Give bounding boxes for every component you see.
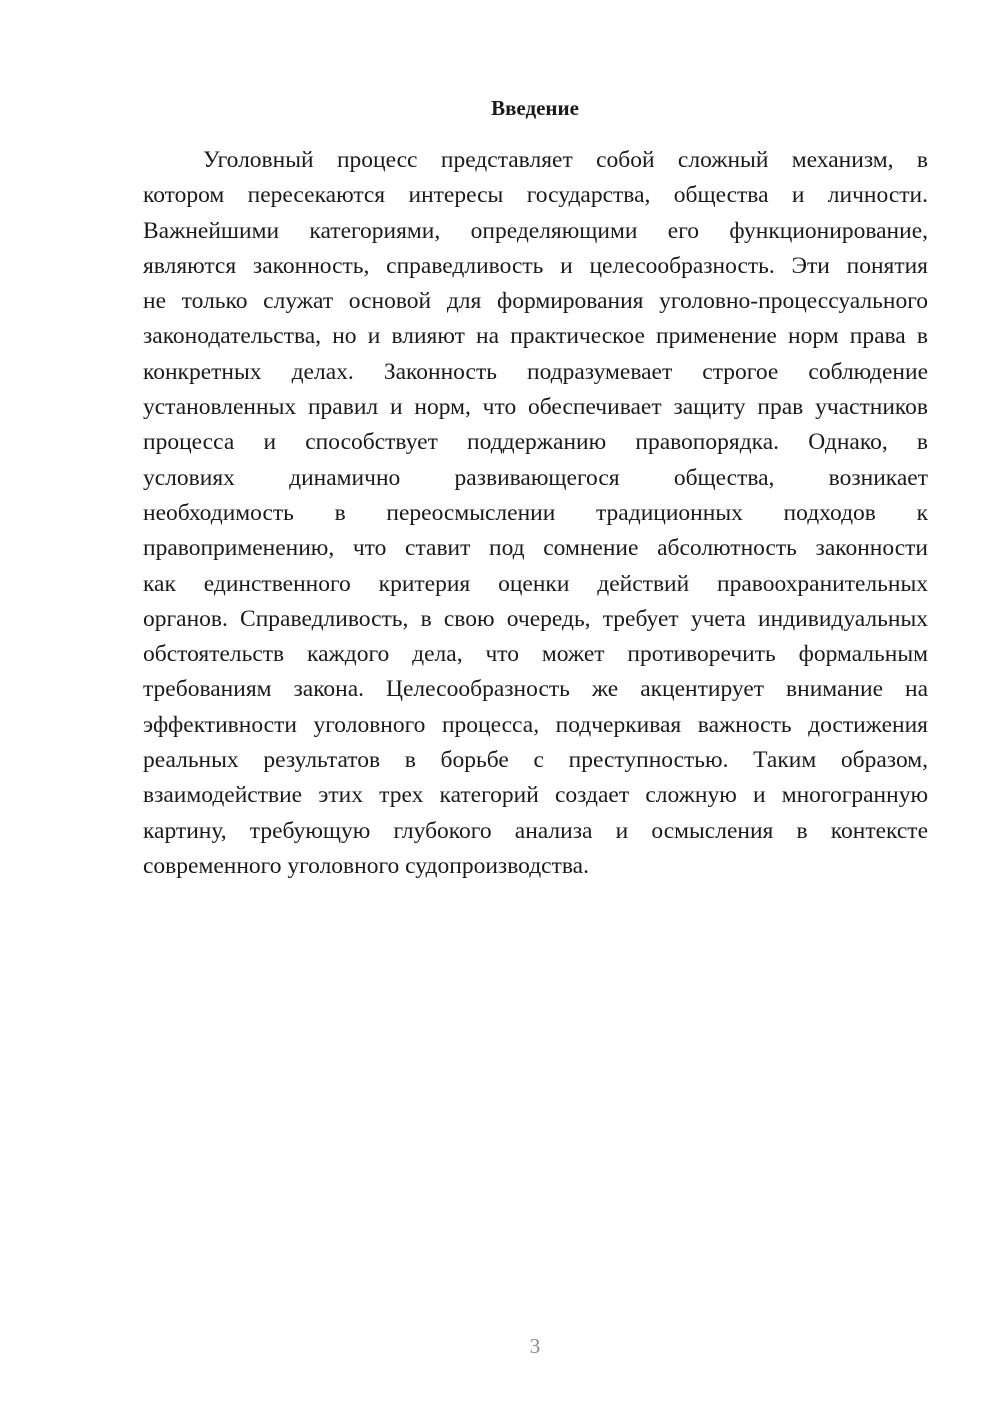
text-line: процесса и способствует поддержанию правопорядка. Однако, в (143, 429, 928, 456)
body-paragraph (143, 143, 928, 884)
text-line: картину, требующую глубокого анализа и осмысления в контексте (143, 817, 928, 844)
text-line: как единственного критерия оценки действий правоохранительных (143, 570, 928, 597)
text-line: законодательства, но и влияют на практическое применение норм права в (143, 323, 928, 350)
text-line: установленных правил и норм, что обеспечивает защиту прав участников (143, 394, 928, 421)
text-line: конкретных делах. Законность подразумевает строгое соблюдение (143, 358, 928, 385)
text-line: взаимодействие этих трех категорий создает сложную и многогранную (143, 782, 928, 809)
section-title: Введение (491, 96, 579, 120)
text-line: являются законность, справедливость и целесообразность. Эти понятия (143, 252, 928, 279)
text-line: обстоятельств каждого дела, что может противоречить формальным (143, 641, 928, 668)
text-line: эффективности уголовного процесса, подчеркивая важность достижения (143, 711, 928, 738)
text-line: Уголовный процесс представляет собой сложный механизм, в (203, 147, 928, 173)
text-line: реальных результатов в борьбе с преступностью. Таким образом, (143, 747, 928, 774)
text-line: органов. Справедливость, в свою очередь, требует учета индивидуальных (143, 605, 928, 632)
text-line: Важнейшими категориями, определяющими его функционирование, (143, 217, 928, 244)
page-number: 3 (529, 1334, 541, 1358)
text-line: котором пересекаются интересы государства, общества и личности. (143, 182, 928, 209)
text-line: условиях динамично развивающегося общества, возникает (143, 464, 928, 491)
text-line: не только служат основой для формирования уголовно-процессуального (143, 288, 928, 315)
text-line: требованиям закона. Целесообразность же акцентирует внимание на (143, 676, 928, 703)
text-line: современного уголовного судопроизводства. (143, 852, 589, 879)
text-line: необходимость в переосмыслении традиционных подходов к (143, 499, 928, 526)
text-line: правоприменению, что ставит под сомнение абсолютность законности (143, 535, 928, 562)
